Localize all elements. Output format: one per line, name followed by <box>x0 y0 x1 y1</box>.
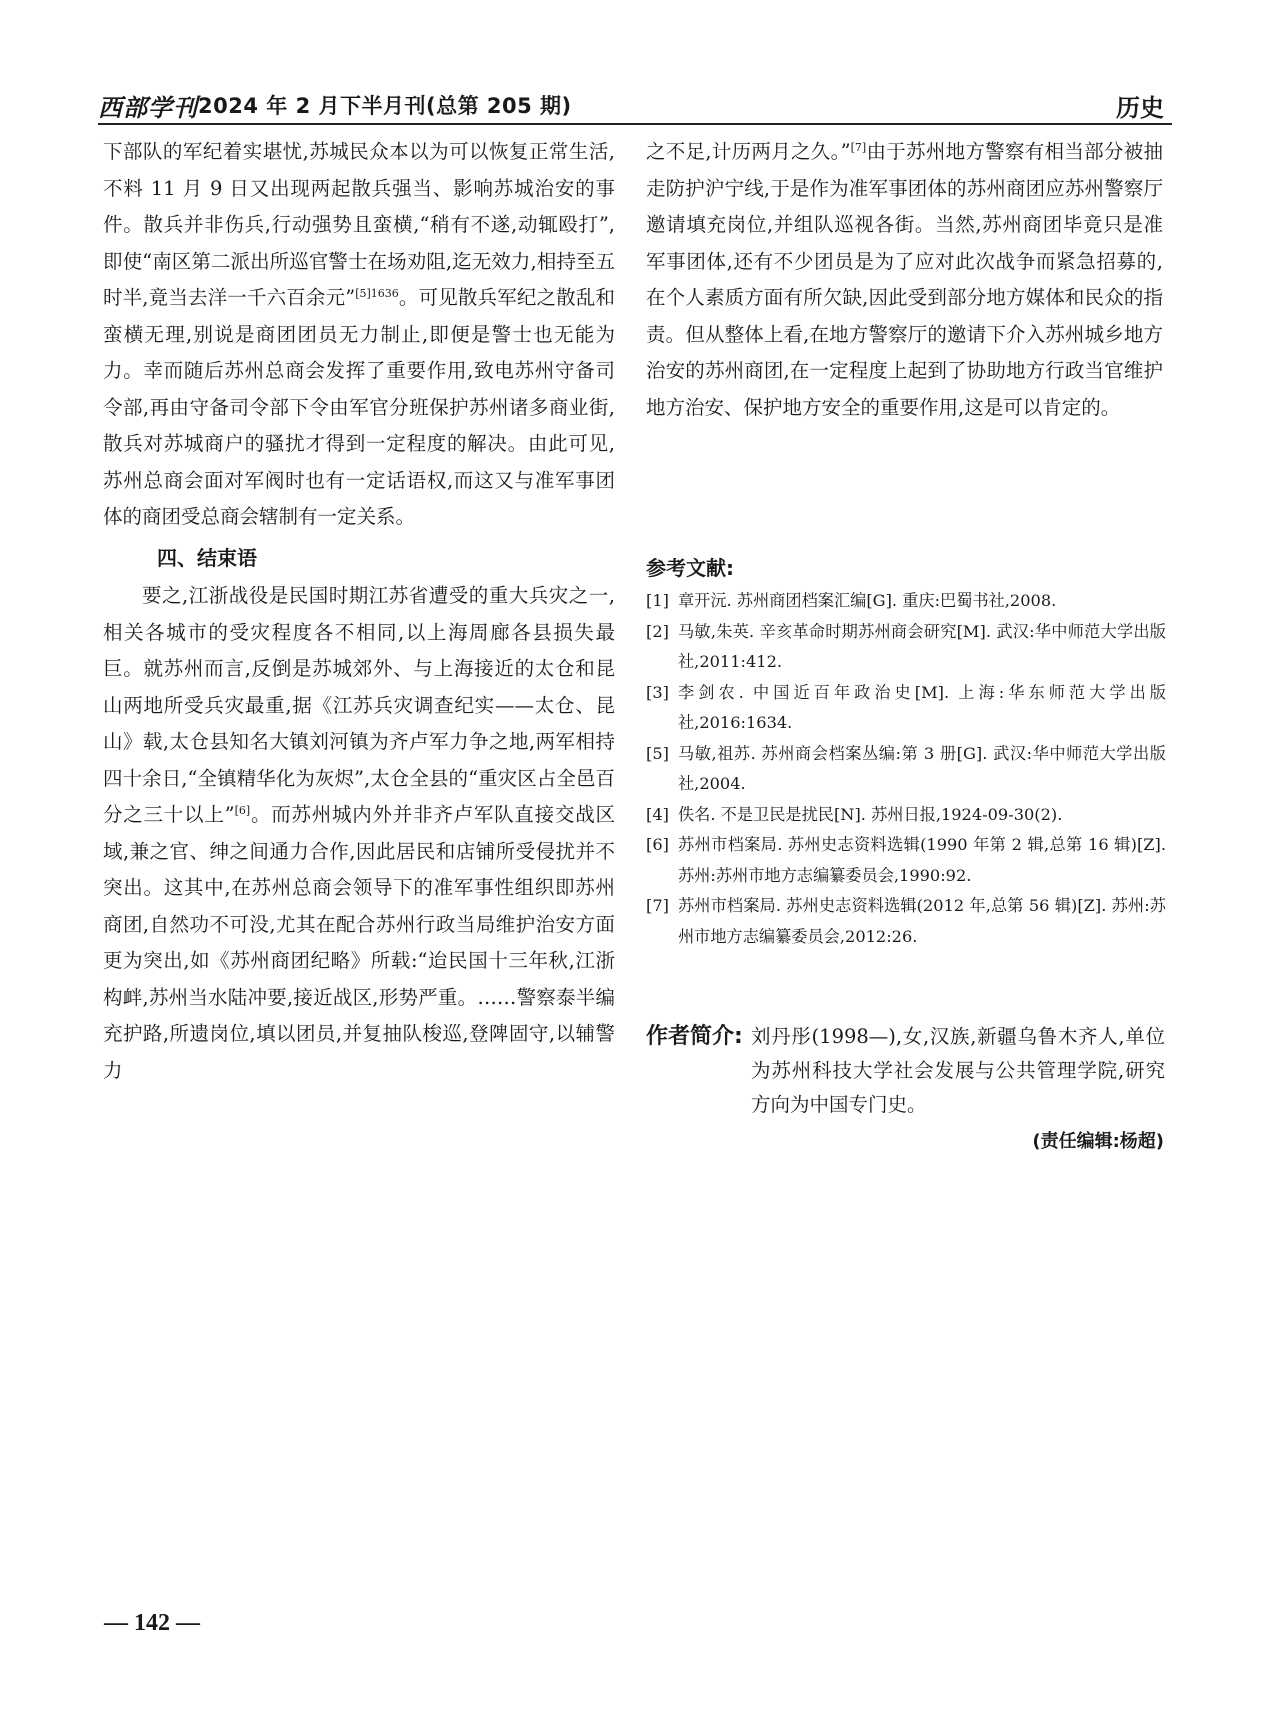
page-header <box>98 84 1172 124</box>
reference-item <box>646 678 1166 739</box>
text: 要之,江浙战役是民国时期江苏省遭受的重大兵灾之一,相关各城市的受灾程度各不相同,以上海周廊各县损失最巨。就苏州而言,反倒是苏城郊外、与上海接近的太仓和昆山两地所受兵灾最重,据《江苏兵灾调查纪实——太仓、昆山》载,太仓县知名大镇刘河镇为齐卢军力争之地,两军相持四十余日,“全镇精华化为灰烬”,太仓全县的“重灾区占全邑百分之三十以上” <box>103 584 615 826</box>
reference-text: 佚名. 不是卫民是扰民[N]. 苏州日报,1924-09-30(2). <box>678 804 1063 824</box>
reference-text: 李剑农. 中国近百年政治史[M]. 上海:华东师范大学出版社,2016:1634. <box>678 682 1166 732</box>
author-label: 作者简介: <box>646 1024 743 1049</box>
reference-item <box>646 586 1166 617</box>
text: 之不足,计历两月之久。” <box>646 140 851 163</box>
header-rule <box>98 123 1172 125</box>
reference-text: 苏州市档案局. 苏州史志资料选辑(2012 年,总第 56 辑)[Z]. 苏州:苏州市地方志编纂委员会,2012:26. <box>678 896 1166 946</box>
citation: [5]1636 <box>355 287 399 300</box>
issue-info: 2024 年 2 月下半月刊(总第 205 期) <box>198 94 572 118</box>
paragraph <box>103 134 615 536</box>
reference-number: [2] <box>646 621 669 641</box>
paragraph <box>646 134 1163 426</box>
text: 由于苏州地方警察有相当部分被抽走防护沪宁线,于是作为准军事团体的苏州商团应苏州警察厅邀请填充岗位,并组队巡视各街。当然,苏州商团毕竟只是准军事团体,还有不少团员是为了应对此次战争而紧急招募的,在个人素质方面有所欠缺,因此受到部分地方媒体和民众的指责。但从整体上看,在地方警察厅的邀请下介入苏州城乡地方治安的苏州商团,在一定程度上起到了协助地方行政当官维护地方治安、保护地方安全的重要作用,这是可以肯定的。 <box>646 140 1163 419</box>
reference-item <box>646 891 1166 952</box>
left-column <box>103 134 615 1089</box>
text: 。可见散兵军纪之散乱和蛮横无理,别说是商团团员无力制止,即便是警士也无能为力。幸而随后苏州总商会发挥了重要作用,致电苏州守备司令部,再由守备司令部下令由军官分班保护苏州诸多商业街,散兵对苏城商户的骚扰才得到一定程度的解决。由此可见,苏州总商会面对军阀时也有一定话语权,而这又与准军事团体的商团受总商会辖制有一定关系。 <box>103 286 615 528</box>
reference-text: 苏州市档案局. 苏州史志资料选辑(1990 年第 2 辑,总第 16 辑)[Z]. 苏州:苏州市地方志编纂委员会,1990:92. <box>678 835 1166 885</box>
references-title: 参考文献: <box>646 556 734 580</box>
citation: [6] <box>234 804 251 817</box>
citation: [7] <box>850 141 867 154</box>
author-text: 刘丹彤(1998—),女,汉族,新疆乌鲁木齐人,单位为苏州科技大学社会发展与公共管理学院,研究方向为中国专门史。 <box>751 1025 1165 1116</box>
paragraph <box>103 578 615 1089</box>
text: 。而苏州城内外并非齐卢军队直接交战区域,兼之官、绅之间通力合作,因此居民和店铺所受侵扰并不突出。这其中,在苏州总商会领导下的准军事性组织即苏州商团,自然功不可没,尤其在配合苏州行政当局维护治安方面更为突出,如《苏州商团纪略》所载:“迨民国十三年秋,江浙构衅,苏州当水陆冲要,接近战区,形势严重。……警察泰半编充护路,所遗岗位,填以团员,并复抽队梭巡,登陴固守,以辅警力 <box>103 803 615 1082</box>
journal-logo: 西部学刊 <box>98 93 198 122</box>
reference-text: 马敏,祖苏. 苏州商会档案丛编:第 3 册[G]. 武汉:华中师范大学出版社,2004. <box>678 743 1166 793</box>
reference-text: 章开沅. 苏州商团档案汇编[G]. 重庆:巴蜀书社,2008. <box>678 591 1057 610</box>
text: 下部队的军纪着实堪忧,苏城民众本以为可以恢复正常生活,不料 11 月 9 日又出现两起散兵强当、影响苏城治安的事件。散兵并非伤兵,行动强势且蛮横,“稍有不遂,动辄殴打”,即使“南区第二派出所巡官警士在场劝阻,迄无效力,相持至五时半,竟当去洋一千六百余元” <box>103 140 615 309</box>
right-column <box>646 134 1163 426</box>
reference-number: [4] <box>646 804 669 824</box>
reference-item <box>646 800 1166 831</box>
reference-number: [1] <box>646 591 669 610</box>
reference-item <box>646 739 1166 800</box>
reference-number: [3] <box>646 682 669 702</box>
reference-text: 马敏,朱英. 辛亥革命时期苏州商会研究[M]. 武汉:华中师范大学出版社,2011:412. <box>678 621 1166 671</box>
reference-number: [5] <box>646 743 669 763</box>
section-name: 历史 <box>1116 94 1164 122</box>
responsible-editor: (责任编辑:杨超) <box>1032 1131 1164 1152</box>
section-heading: 四、结束语 <box>157 545 257 570</box>
page-number: — 142 — <box>104 1610 200 1636</box>
reference-number: [6] <box>646 835 669 854</box>
reference-item <box>646 830 1166 891</box>
reference-item <box>646 617 1166 678</box>
references-list <box>646 586 1166 952</box>
reference-number: [7] <box>646 896 669 915</box>
